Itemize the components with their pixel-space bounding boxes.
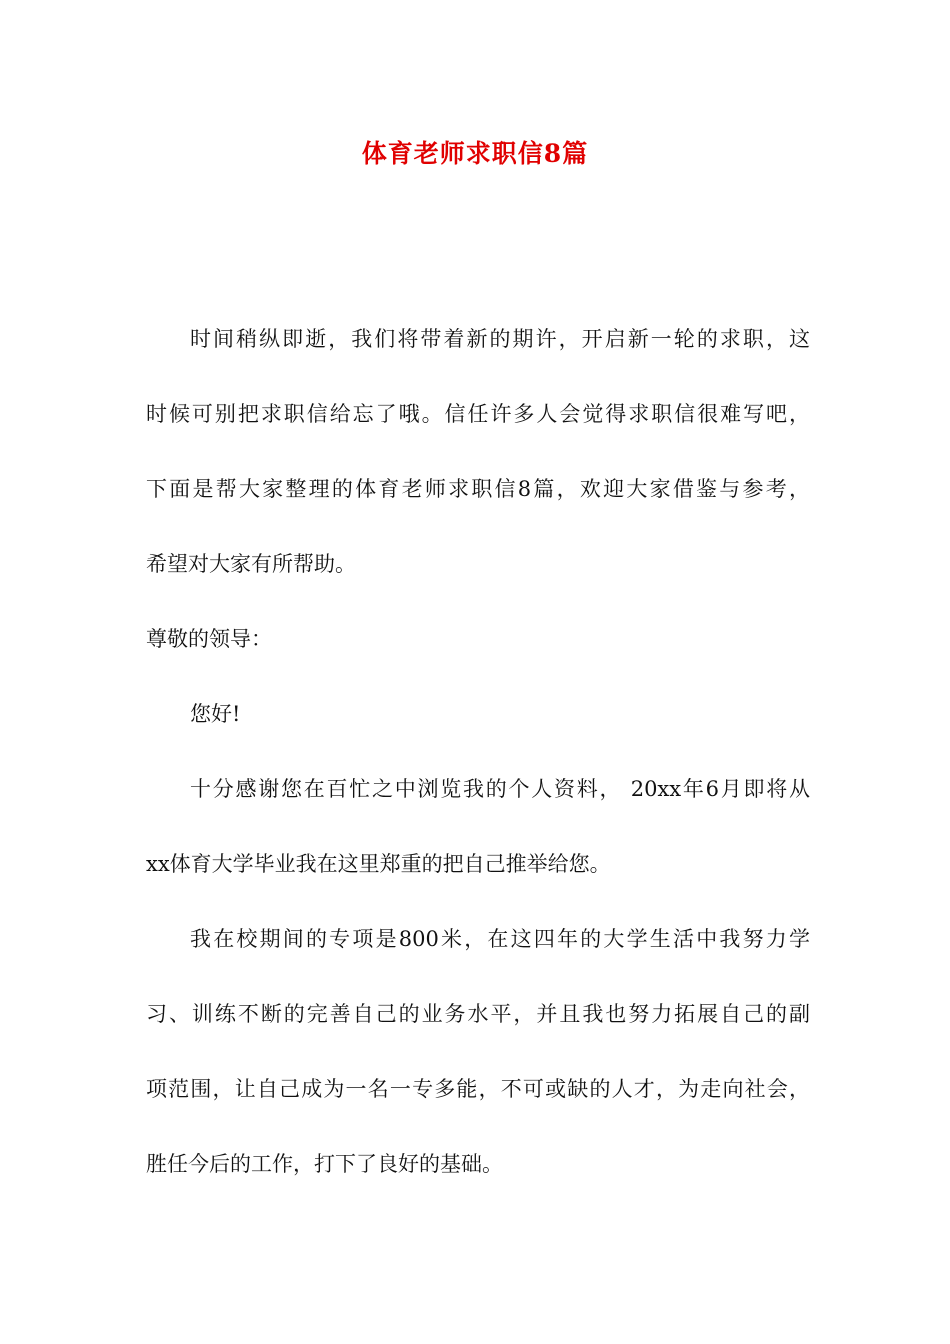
document-title: 体育老师求职信8篇 bbox=[361, 139, 589, 168]
intro-line-4: 希望对大家有所帮助。 bbox=[146, 552, 356, 576]
intro-line-1: 时间稍纵即逝，我们将带着新的期许，开启新一轮的求职，这 bbox=[190, 327, 810, 351]
salutation: 尊敬的领导： bbox=[146, 627, 272, 651]
paragraph-1-line-2: xx体育大学毕业我在这里郑重的把自己推举给您。 bbox=[146, 852, 611, 876]
paragraph-2-line-1: 我在校期间的专项是800米，在这四年的大学生活中我努力学 bbox=[190, 927, 810, 951]
intro-line-2: 时候可别把求职信给忘了哦。信任许多人会觉得求职信很难写吧， bbox=[146, 402, 810, 426]
greeting: 您好! bbox=[190, 702, 241, 726]
paragraph-2-line-2: 习、训练不断的完善自己的业务水平，并且我也努力拓展自己的副 bbox=[146, 1002, 810, 1026]
paragraph-2-line-3: 项范围，让自己成为一名一专多能，不可或缺的人才，为走向社会， bbox=[146, 1077, 810, 1101]
intro-line-3: 下面是帮大家整理的体育老师求职信8篇，欢迎大家借鉴与参考， bbox=[146, 477, 810, 501]
paragraph-2-line-4: 胜任今后的工作，打下了良好的基础。 bbox=[146, 1152, 503, 1176]
paragraph-1-line-1: 十分感谢您在百忙之中浏览我的个人资料， 20xx年6月即将从 bbox=[190, 777, 810, 801]
